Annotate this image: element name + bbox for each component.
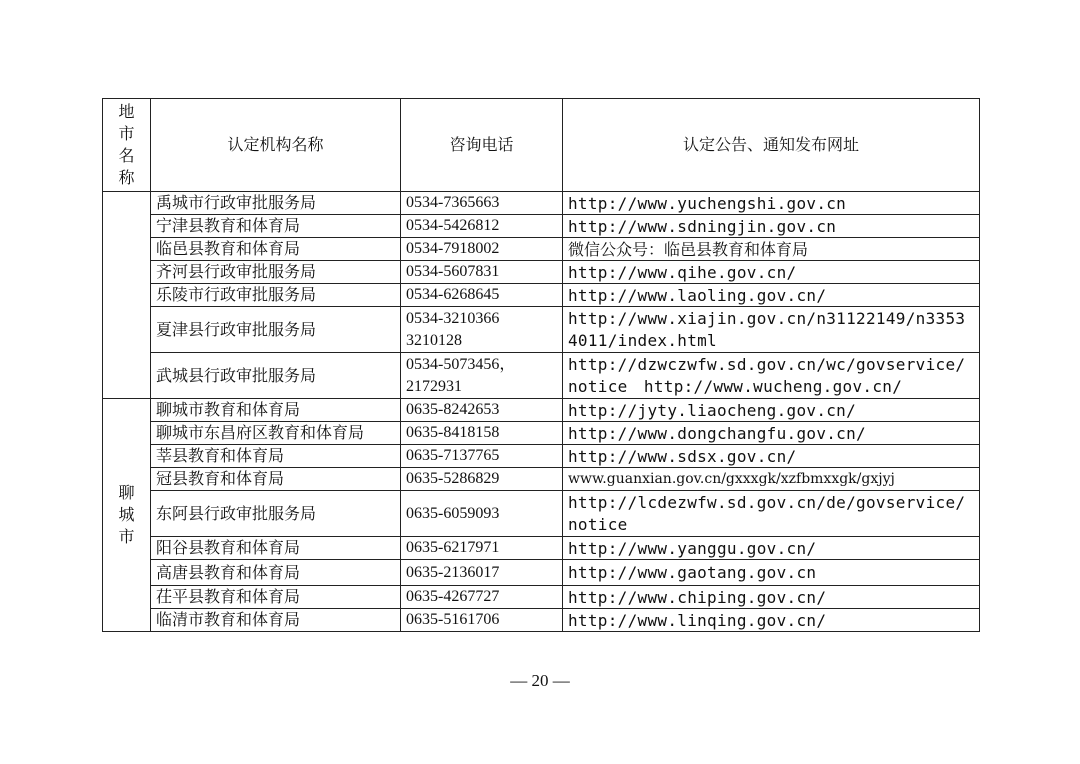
notice-url[interactable]: http://www.sdsx.gov.cn/ — [563, 445, 980, 468]
org-name: 临邑县教育和体育局 — [151, 238, 401, 261]
phone-column-header: 咨询电话 — [401, 99, 563, 192]
table-row — [103, 586, 980, 609]
phone-number: 0534-7365663 — [401, 192, 563, 215]
table-row — [103, 468, 980, 491]
table-row — [103, 238, 980, 261]
org-name: 宁津县教育和体育局 — [151, 215, 401, 238]
city-cell: 聊城市 — [103, 399, 151, 632]
notice-url[interactable]: www.guanxian.gov.cn/gxxxgk/xzfbmxxgk/gxjyj — [563, 468, 980, 491]
org-name: 高唐县教育和体育局 — [151, 560, 401, 586]
table-row — [103, 284, 980, 307]
table-row — [103, 215, 980, 238]
org-name: 冠县教育和体育局 — [151, 468, 401, 491]
org-name: 夏津县行政审批服务局 — [151, 307, 401, 353]
notice-url[interactable]: http://www.xiajin.gov.cn/n31122149/n33534011/index.html — [563, 307, 980, 353]
phone-number: 0534-6268645 — [401, 284, 563, 307]
notice-url[interactable]: http://dzwczwfw.sd.gov.cn/wc/govservice/notice http://www.wucheng.gov.cn/ — [563, 353, 980, 399]
notice-url[interactable]: http://www.chiping.gov.cn/ — [563, 586, 980, 609]
notice-url[interactable]: http://www.qihe.gov.cn/ — [563, 261, 980, 284]
table-row — [103, 422, 980, 445]
phone-number: 0635-4267727 — [401, 586, 563, 609]
notice-url[interactable]: http://lcdezwfw.sd.gov.cn/de/govservice/notice — [563, 491, 980, 537]
notice-url[interactable]: http://www.sdningjin.gov.cn — [563, 215, 980, 238]
org-name: 聊城市教育和体育局 — [151, 399, 401, 422]
org-name: 禹城市行政审批服务局 — [151, 192, 401, 215]
org-name: 阳谷县教育和体育局 — [151, 537, 401, 560]
org-name: 茌平县教育和体育局 — [151, 586, 401, 609]
table-row — [103, 307, 980, 353]
notice-url[interactable]: http://www.gaotang.gov.cn — [563, 560, 980, 586]
phone-number: 0534-5607831 — [401, 261, 563, 284]
org-name: 临清市教育和体育局 — [151, 609, 401, 632]
table-row — [103, 353, 980, 399]
table-row — [103, 445, 980, 468]
city-column-header: 地市名称 — [103, 99, 151, 192]
url-column-header: 认定公告、通知发布网址 — [563, 99, 980, 192]
phone-number: 0534-7918002 — [401, 238, 563, 261]
table-row — [103, 491, 980, 537]
notice-url[interactable]: http://www.yuchengshi.gov.cn — [563, 192, 980, 215]
phone-number: 0635-2136017 — [401, 560, 563, 586]
table-header-row — [103, 99, 980, 192]
org-column-header: 认定机构名称 — [151, 99, 401, 192]
page-number: — 20 — — [510, 671, 570, 690]
phone-number: 0635-5286829 — [401, 468, 563, 491]
phone-number: 0534-5073456， 2172931 — [401, 353, 563, 399]
table-row — [103, 537, 980, 560]
phone-number: 0635-8242653 — [401, 399, 563, 422]
table-row — [103, 609, 980, 632]
phone-number: 0635-8418158 — [401, 422, 563, 445]
notice-url[interactable]: http://www.laoling.gov.cn/ — [563, 284, 980, 307]
institution-table — [102, 98, 980, 632]
phone-number: 0635-6217971 — [401, 537, 563, 560]
table-row — [103, 192, 980, 215]
phone-number: 0635-7137765 — [401, 445, 563, 468]
table-row — [103, 261, 980, 284]
org-name: 聊城市东昌府区教育和体育局 — [151, 422, 401, 445]
org-name: 齐河县行政审批服务局 — [151, 261, 401, 284]
notice-url: 微信公众号：临邑县教育和体育局 — [563, 238, 980, 261]
notice-url[interactable]: http://jyty.liaocheng.gov.cn/ — [563, 399, 980, 422]
phone-number: 0635-5161706 — [401, 609, 563, 632]
phone-number: 0635-6059093 — [401, 491, 563, 537]
table-row — [103, 399, 980, 422]
phone-number: 0534-5426812 — [401, 215, 563, 238]
notice-url[interactable]: http://www.dongchangfu.gov.cn/ — [563, 422, 980, 445]
org-name: 莘县教育和体育局 — [151, 445, 401, 468]
org-name: 东阿县行政审批服务局 — [151, 491, 401, 537]
phone-number: 0534-3210366 3210128 — [401, 307, 563, 353]
city-cell — [103, 192, 151, 399]
org-name: 武城县行政审批服务局 — [151, 353, 401, 399]
notice-url[interactable]: http://www.linqing.gov.cn/ — [563, 609, 980, 632]
table-row — [103, 560, 980, 586]
notice-url[interactable]: http://www.yanggu.gov.cn/ — [563, 537, 980, 560]
org-name: 乐陵市行政审批服务局 — [151, 284, 401, 307]
